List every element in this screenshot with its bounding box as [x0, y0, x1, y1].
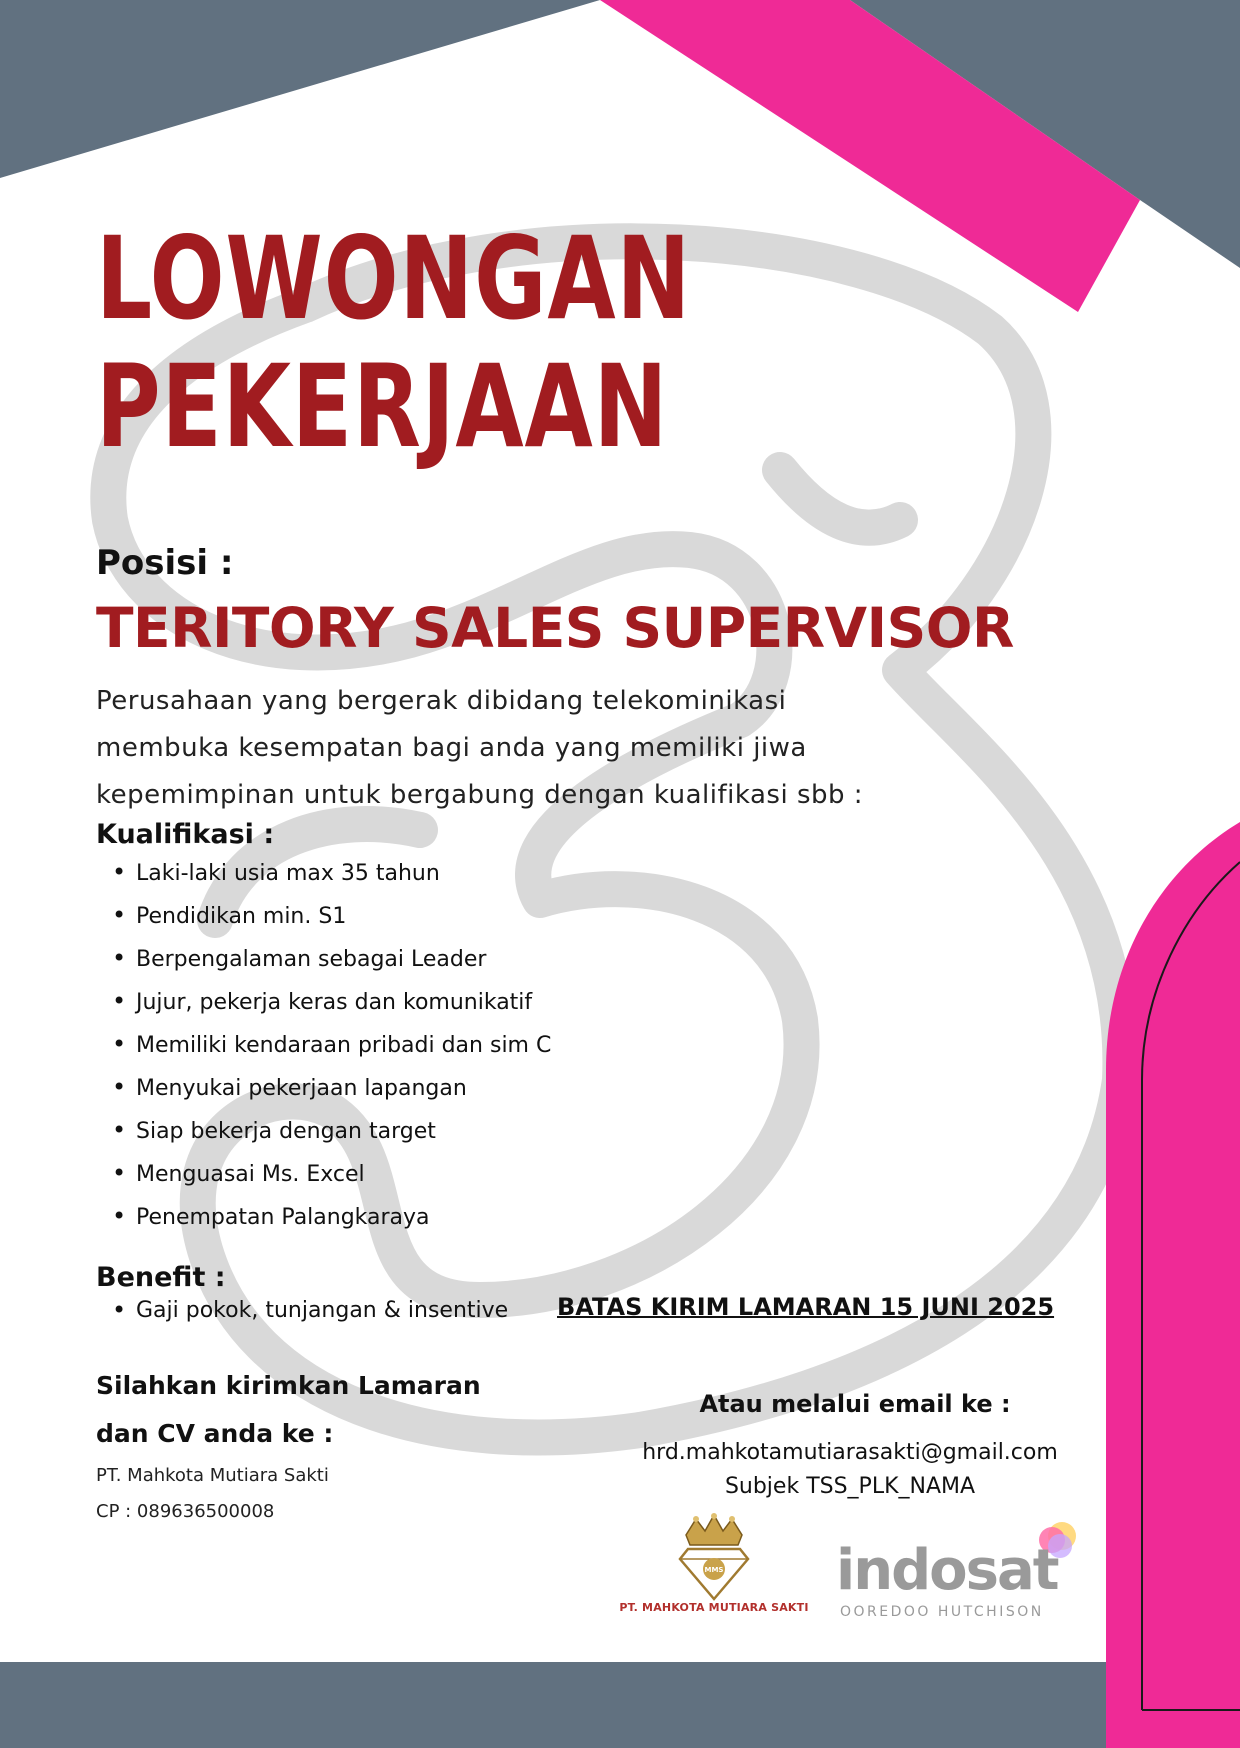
indosat-subtitle: OOREDOO HUTCHISON: [840, 1604, 1044, 1620]
company-name: PT. Mahkota Mutiara Sakti: [96, 1465, 329, 1486]
email-subject: Subjek TSS_PLK_NAMA: [724, 1474, 976, 1499]
list-item: • Penempatan Palangkaraya: [96, 1196, 551, 1239]
right-pink-arch: [1106, 822, 1240, 1748]
indosat-logo: [836, 1518, 1086, 1620]
mms-logo: [614, 1513, 814, 1615]
list-item: • Berpengalaman sebagai Leader: [96, 938, 551, 981]
top-slate-shape: [0, 0, 600, 178]
contact-phone: CP : 089636500008: [96, 1501, 275, 1522]
mms-monogram: MMS: [704, 1566, 724, 1574]
company-contact: [96, 1458, 329, 1530]
intro-line: membuka kesempatan bagi anda yang memiliki jiwa: [96, 733, 807, 763]
bottom-slate-band: [0, 1662, 1106, 1748]
list-item: • Memiliki kendaraan pribadi dan sim C: [96, 1024, 551, 1067]
benefit-label: Benefit :: [96, 1262, 226, 1293]
qualifications-label: Kualifikasi :: [96, 819, 275, 850]
list-item: • Pendidikan min. S1: [96, 895, 551, 938]
email-heading: Atau melalui email ke :: [699, 1390, 1011, 1418]
headline-line-1: LOWONGAN: [96, 212, 692, 345]
email-block: [600, 1436, 1100, 1504]
mms-logo-text: PT. MAHKOTA MUTIARA SAKTI: [619, 1601, 809, 1614]
deadline-notice: BATAS KIRIM LAMARAN 15 JUNI 2025: [557, 1293, 1055, 1321]
list-item: • Laki-laki usia max 35 tahun: [96, 852, 551, 895]
list-item: • Menguasai Ms. Excel: [96, 1153, 551, 1196]
indosat-wordmark: indosat: [836, 1538, 1058, 1603]
qualifications-list: [96, 852, 551, 1239]
headline-line-2: PEKERJAAN: [96, 340, 669, 473]
email-address[interactable]: hrd.mahkotamutiarasakti@gmail.com: [642, 1440, 1058, 1465]
position-title: TERITORY SALES SUPERVISOR: [96, 596, 1014, 660]
apply-line-2: dan CV anda ke :: [96, 1419, 334, 1448]
benefit-list: [96, 1296, 508, 1326]
list-item: • Jujur, pekerja keras dan komunikatif: [96, 981, 551, 1024]
intro-paragraph: [96, 678, 996, 819]
apply-instructions: [96, 1362, 481, 1458]
intro-line: Perusahaan yang bergerak dibidang telekominikasi: [96, 686, 787, 716]
list-item: • Siap bekerja dengan target: [96, 1110, 551, 1153]
list-item: • Menyukai pekerjaan lapangan: [96, 1067, 551, 1110]
crown-diamond-icon: [614, 1513, 814, 1603]
apply-line-1: Silahkan kirimkan Lamaran: [96, 1371, 481, 1400]
position-label: Posisi :: [96, 543, 234, 583]
intro-line: kepemimpinan untuk bergabung dengan kualifikasi sbb :: [96, 780, 864, 810]
list-item: • Gaji pokok, tunjangan & insentive: [96, 1296, 508, 1326]
